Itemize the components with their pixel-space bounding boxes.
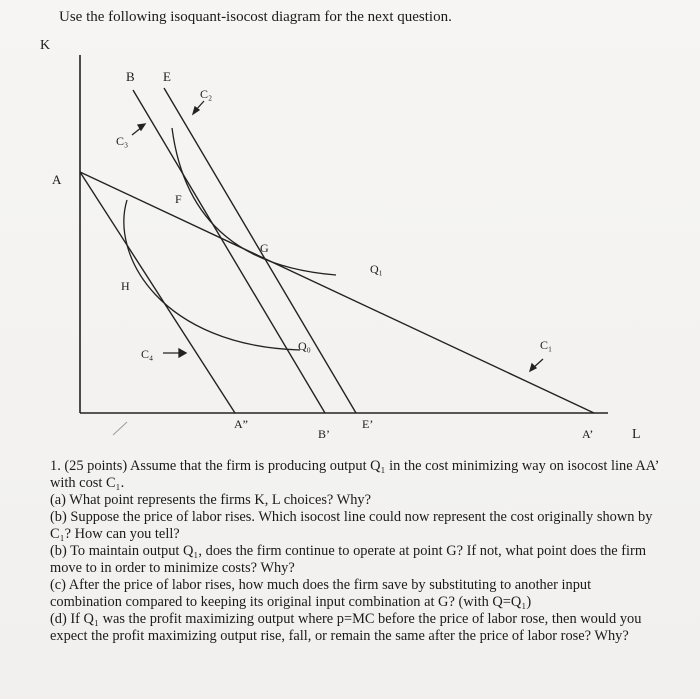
curve-label-c2: C₂ xyxy=(200,87,213,101)
point-label-b-prime: B’ xyxy=(318,427,330,441)
point-label-e: E xyxy=(163,69,171,84)
isocost-line-bb-prime xyxy=(133,90,325,413)
point-label-f: F xyxy=(175,192,182,206)
arrow-to-c1 xyxy=(530,359,543,371)
question-part-b2: (b) To maintain output Q₁, does the firm continue to operate at point G? If not, what point does the firm move to in order to minimize costs? Why? xyxy=(50,543,647,576)
point-label-b: B xyxy=(126,69,135,84)
point-label-a-prime: A’ xyxy=(582,427,594,441)
question-part-b1: (b) Suppose the price of labor rises. Which isocost line could now represent the cost originally shown by C₁? How can you tell? xyxy=(50,509,653,542)
point-label-e-prime: E’ xyxy=(362,417,374,431)
question-part-d: (d) If Q₁ was the profit maximizing output where p=MC before the price of labor rose, then would you expect the profit maximizing output rise, fall, or remain the same after the price of labor rose? Why? xyxy=(50,611,642,644)
point-label-a-double: A” xyxy=(234,417,248,431)
arrow-from-c4 xyxy=(163,349,186,357)
question-part-a: (a) What point represents the firms K, L choices? Why? xyxy=(50,492,372,508)
curve-label-c1: C₁ xyxy=(540,338,553,352)
curve-label-c4: C₄ xyxy=(141,347,154,361)
question-part-c: (c) After the price of labor rises, how much does the firm save by substituting to another input combination compared to keeping its original input combination at G? (with Q=Q₁) xyxy=(50,577,592,610)
curve-label-c3: C₃ xyxy=(116,134,129,148)
instruction-text: Use the following isoquant-isocost diagram for the next question. xyxy=(59,9,452,25)
curve-label-q1: Q₁ xyxy=(370,262,383,276)
point-label-a: A xyxy=(52,172,62,187)
arrow-from-c3 xyxy=(132,124,145,135)
question-stem: 1. (25 points) Assume that the firm is producing output Q₁ in the cost minimizing way on isocost line AA’ with cost C₁. xyxy=(50,458,659,491)
axis-label-l: L xyxy=(632,427,641,442)
point-label-h: H xyxy=(121,279,130,293)
axis-label-k: K xyxy=(40,38,51,53)
point-label-g: G xyxy=(260,241,269,255)
question-block xyxy=(50,458,662,645)
pencil-mark xyxy=(113,422,127,435)
arrow-to-c2 xyxy=(193,101,204,114)
curve-label-q0: Q₀ xyxy=(298,339,311,353)
